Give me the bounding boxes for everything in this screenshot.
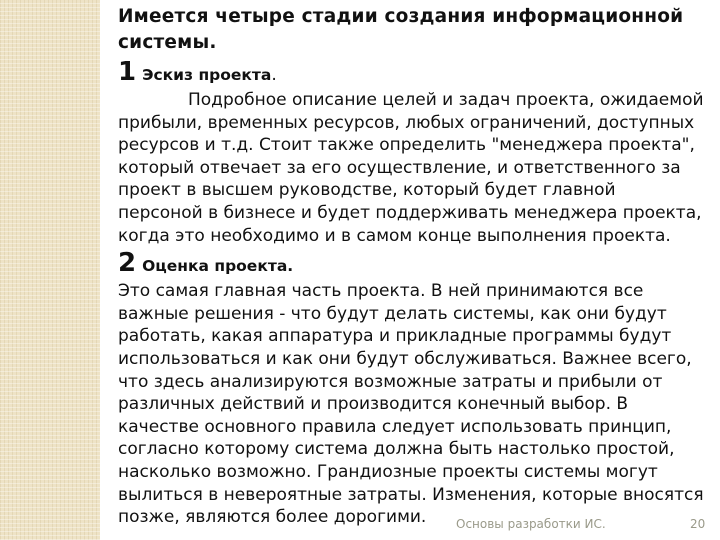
section-1-text: Подробное описание целей и задач проекта, ожидаемой прибыли, временных ресурсов, любых ограничений, доступных ресурсов и т.д. Стоит также определить "менеджера проекта", который отвечает за его осуществление, и ответственного за проект в высшем руководстве, который будет главной персоной в бизнесе и будет поддерживать менеджера проекта, когда это необходимо и в самом конце выполнения проекта. <box>118 90 704 246</box>
section-1-number: 1 <box>118 57 137 87</box>
section-2-title-text: Оценка проекта. <box>142 257 294 276</box>
section-1 <box>118 58 704 247</box>
section-2-text: Это самая главная часть проекта. В ней принимаются все важные решения - что будут делать системы, как они будут работать, какая аппаратура и прикладные программы будут использоваться и как они будут обслуживаться. Важнее всего, что здесь анализируются возможные затраты и прибыли от различных действий и производится конечный выбор. В качестве основного правила следует использовать принцип, согласно которому система должна быть настолько простой, насколько возможно. Грандиозные проекты системы могут вылиться в невероятные затраты. Изменения, которые вносятся позже, являются более дорогими. <box>118 281 704 528</box>
section-1-title-suffix: . <box>271 65 277 85</box>
decorative-sidebar <box>0 0 100 540</box>
section-2-title <box>118 249 704 280</box>
section-1-title <box>118 58 704 89</box>
slide-heading: Имеется четыре стадии создания информационной системы. <box>118 6 684 53</box>
section-2-number: 2 <box>118 248 137 279</box>
footer-course-title: Основы разработки ИС. <box>456 517 606 531</box>
section-2 <box>118 249 704 529</box>
section-1-title-text: Эскиз проекта <box>142 66 272 84</box>
slide-content <box>118 4 704 529</box>
footer-page-number: 20 <box>690 517 706 531</box>
